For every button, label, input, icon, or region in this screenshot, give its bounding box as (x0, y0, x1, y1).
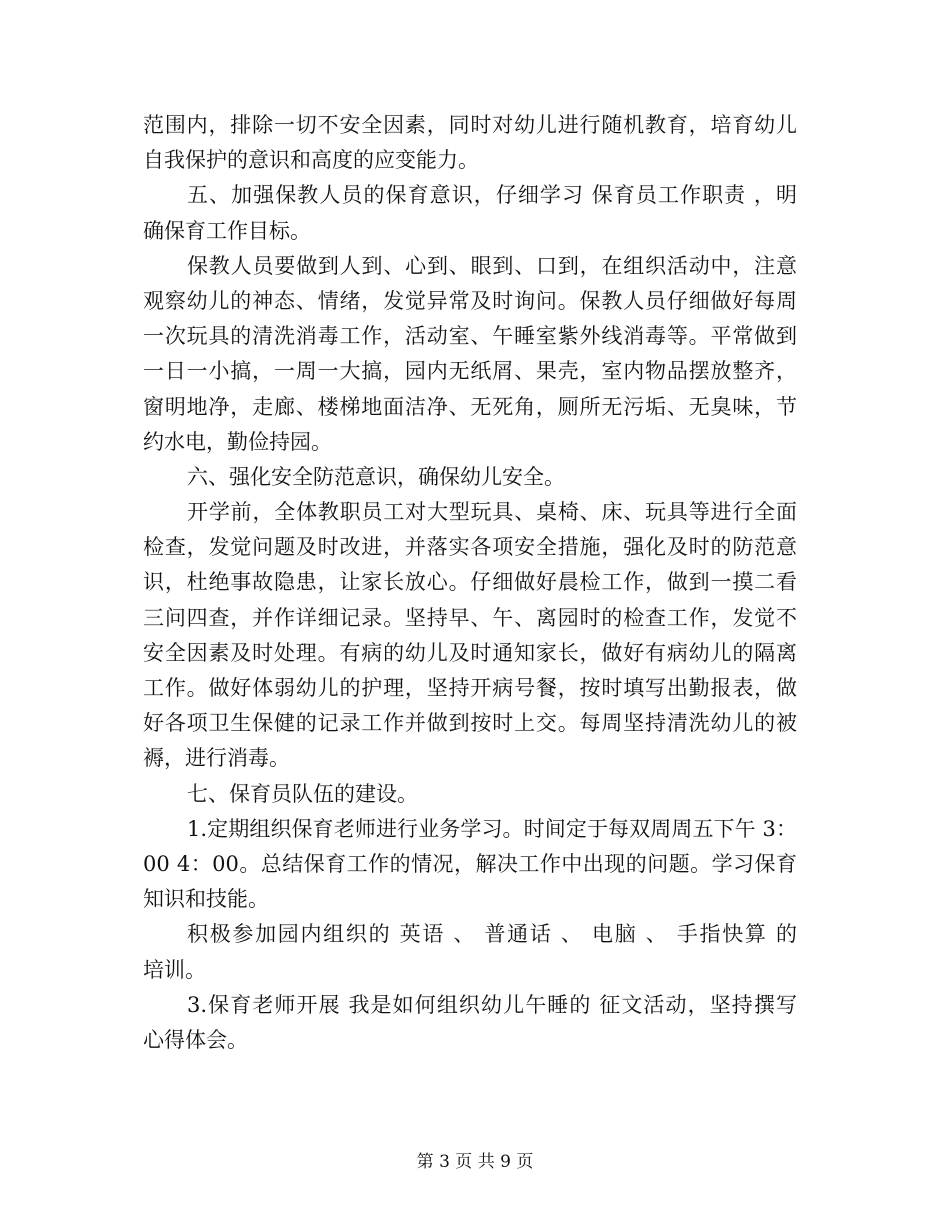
text-line: 一次玩具的清洗消毒工作，活动室、午睡室紫外线消毒等。平常做到 (143, 324, 797, 349)
text-line: 窗明地净，走廊、楼梯地面洁净、无死角，厕所无污垢、无臭味，节 (143, 394, 797, 419)
section-heading: 五、加强保教人员的保育意识，仔细学习 保育员工作职责 ，明 (187, 183, 797, 208)
section-heading: 七、保育员队伍的建设。 (187, 781, 418, 806)
text-line: 开学前，全体教职员工对大型玩具、桌椅、床、玩具等进行全面 (187, 500, 797, 525)
text-line: 积极参加园内组织的 英语 、 普通话 、 电脑 、 手指快算 的 (187, 922, 797, 947)
text-line: 心得体会。 (143, 1027, 248, 1052)
page-number-footer: 第 3 页 共 9 页 (416, 1152, 534, 1172)
section-heading: 六、强化安全防范意识，确保幼儿安全。 (187, 464, 565, 489)
text-line: 00 4：00。总结保育工作的情况，解决工作中出现的问题。学习保育 (143, 851, 797, 876)
text-line: 3.保育老师开展 我是如何组织幼儿午睡的 征文活动，坚持撰写 (187, 992, 797, 1017)
text-line: 安全因素及时处理。有病的幼儿及时通知家长，做好有病幼儿的隔离 (143, 640, 797, 665)
text-line: 工作。做好体弱幼儿的护理，坚持开病号餐，按时填写出勤报表，做 (143, 676, 797, 700)
text-line: 知识和技能。 (143, 887, 269, 912)
text-line: 范围内，排除一切不安全因素，同时对幼儿进行随机教育，培育幼儿 (143, 113, 797, 137)
text-line: 识，杜绝事故隐患，让家长放心。仔细做好晨检工作，做到一摸二看 (143, 570, 797, 595)
text-line: 褥，进行消毒。 (143, 746, 290, 771)
text-line: 自我保护的意识和高度的应变能力。 (143, 148, 479, 173)
text-line: 培训。 (143, 957, 206, 982)
text-line: 确保育工作目标。 (143, 218, 311, 243)
text-line: 约水电，勤俭持园。 (143, 429, 332, 454)
text-line: 三问四查，并作详细记录。坚持早、午、离园时的检查工作，发觉不 (143, 605, 797, 630)
text-line: 1.定期组织保育老师进行业务学习。时间定于每双周周五下午 3： (187, 816, 797, 841)
text-line: 检查，发觉问题及时改进，并落实各项安全措施，强化及时的防范意 (143, 535, 797, 560)
text-line: 好各项卫生保健的记录工作并做到按时上交。每周坚持清洗幼儿的被 (143, 711, 797, 736)
text-line: 保教人员要做到人到、心到、眼到、口到，在组织活动中，注意 (187, 253, 797, 278)
text-line: 一日一小搞，一周一大搞，园内无纸屑、果壳，室内物品摆放整齐， (143, 359, 797, 384)
text-line: 观察幼儿的神态、情绪，发觉异常及时询问。保教人员仔细做好每周 (143, 288, 797, 313)
body-text (143, 108, 797, 1058)
